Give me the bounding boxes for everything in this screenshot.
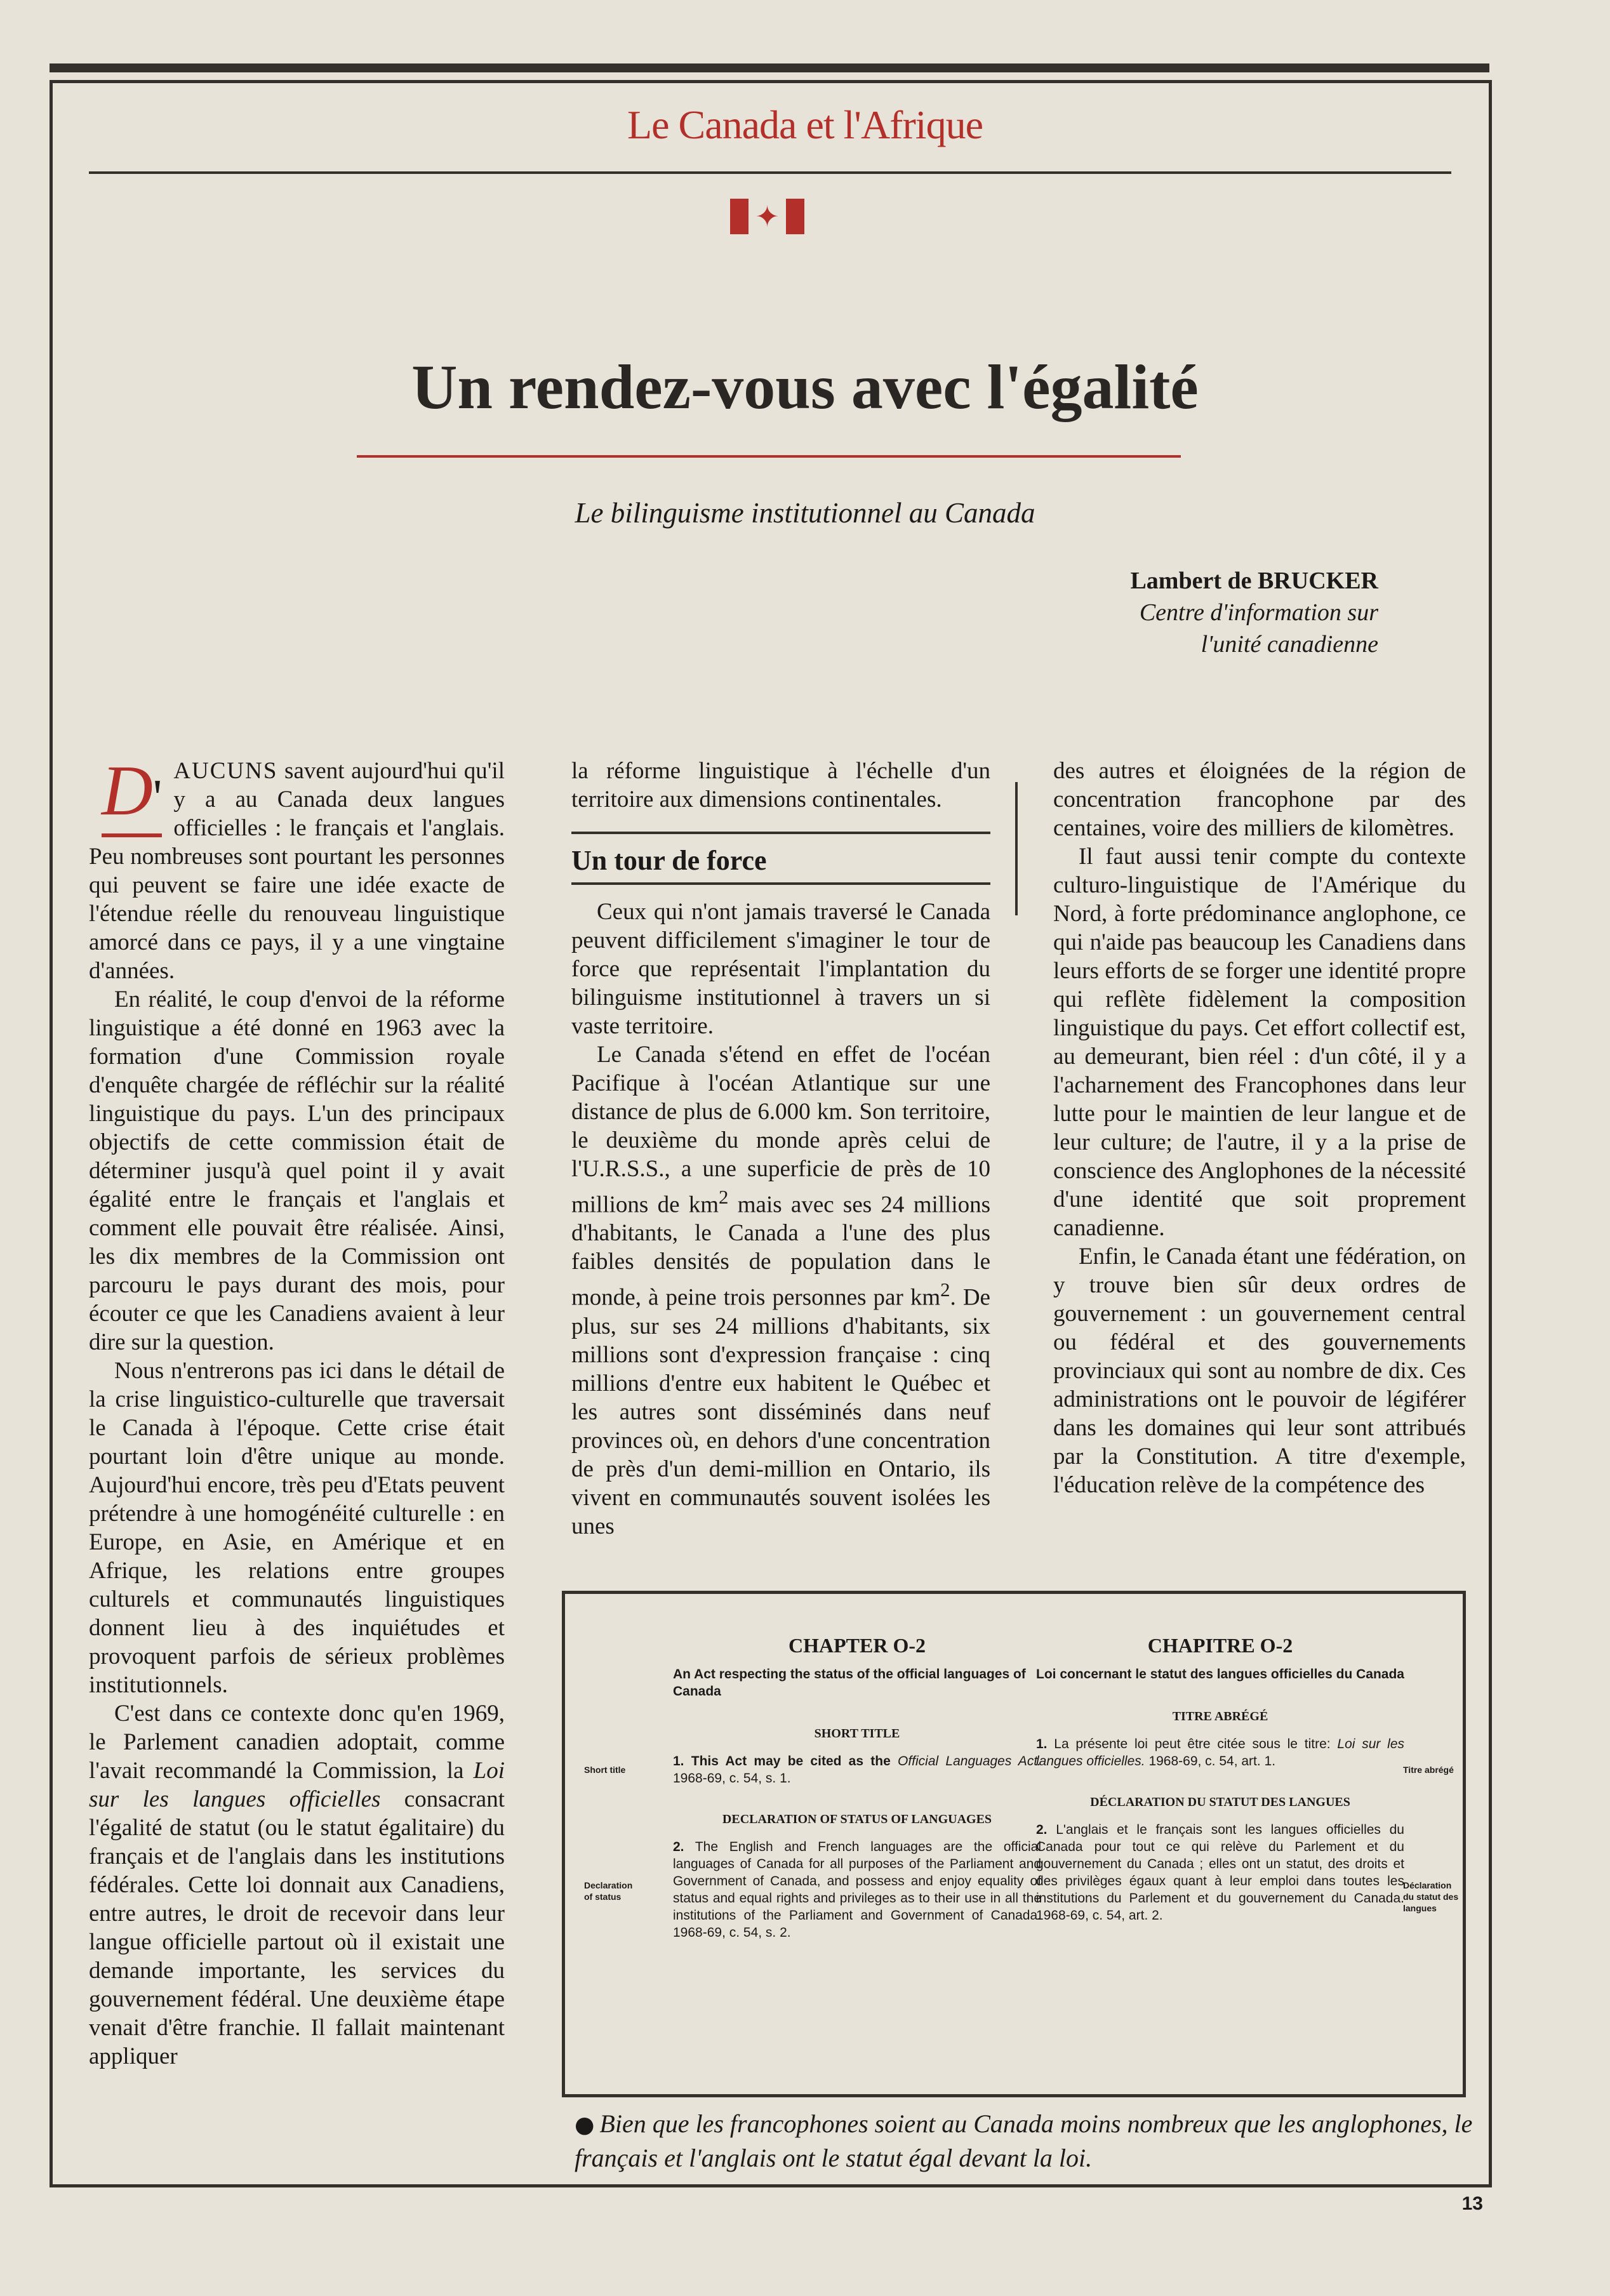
page-number: 13 [1461,2193,1483,2214]
margin-note-short-title: Short title [584,1765,626,1775]
chapter-heading-en: CHAPTER O-2 [788,1634,926,1657]
paragraph-3: Nous n'entrerons pas ici dans le détail de la crise linguistico-culturelle que traversait le Canada à l'époque. Cette crise était pourtant loin d'être unique au monde. Aujourd'hui encore, très peu d'Etats peuvent prétendre à une homogénéité culturelle : en Europe, en Asie, en Amérique et en Afrique, les relations entre groupes culturels et communautés linguistiques donnent lieu à des inquiétudes et provoquent parfois de sérieux problèmes institutionnels. [89,1358,505,1698]
declaration-heading-en: DECLARATION OF STATUS OF LANGUAGES [722,1812,992,1826]
declaration-heading-fr: DÉCLARATION DU STATUT DES LANGUES [1090,1795,1350,1809]
legal-text-french [1036,1634,1404,1948]
lead-caps: AUCUNS [173,758,278,784]
article-subtitle: Le bilinguisme institutionnel au Canada [575,497,1035,529]
chapter-heading-fr: CHAPITRE O-2 [1147,1634,1293,1657]
article-headline: Un rendez-vous avec l'égalité [411,352,1199,422]
top-bar [50,63,1489,72]
paragraph-5: Ceux qui n'ont jamais traversé le Canada peuvent difficilement s'imaginer le tour de force que représentait l'implantation du bilinguisme institutionnel à travers un si vaste territoire. [571,899,990,1039]
paragraph-6-continued: des autres et éloignées de la région de concentration francophone par des centaines, voire des milliers de kilomètres. [1053,758,1466,841]
margin-note-titre-abrege: Titre abrégé [1403,1765,1454,1775]
paragraph-4-continued: la réforme linguistique à l'échelle d'un territoire aux dimensions continentales. [571,758,990,813]
short-title-heading-fr: TITRE ABRÉGÉ [1172,1709,1268,1723]
subhead: Un tour de force [571,845,767,876]
drop-cap: D' [102,760,162,837]
law-title: Loi sur les langues officielles [89,1758,505,1812]
author-org-line2: l'unité canadienne [1201,631,1378,658]
author-name: Lambert de BRUCKER [1130,567,1378,594]
article-1-en: 1. This Act may be cited as the Official Languages Act. 1968-69, c. 54, s. 1. [673,1754,1041,1786]
article-2-fr: 2. L'anglais et le français sont les langues officielles du Canada pour tout ce qui relève du Parlement et du gouvernement du Canada ; elles ont un statut, des droits et des privilèges égaux quant à leur emploi dans toutes les institutions du Parlement et du gouvernement du Canada. 1968-69, c. 54, art. 2. [1036,1822,1404,1923]
column-divider [1015,782,1018,915]
paragraph-4: C'est dans ce contexte donc qu'en 1969, le Parlement canadien adoptait, comme l'avait recommandé la Commission, la Loi sur les langues officielles consacrant l'égalité de statut (ou le statut égalitaire) du français et de l'anglais dans les institutions fédérales. Cette loi donnait aux Canadiens, entre autres, le droit de recevoir dans leur langue officielle partout où il existait une demande importante, les services du gouvernement fédéral. Une deuxième étape venait d'être franchie. Il fallait maintenant appliquer [89,1701,505,2069]
legal-excerpt-box [562,1591,1466,2097]
bullet-icon: ● [575,2112,595,2138]
subhead-block [571,832,990,885]
act-title-fr: Loi concernant le statut des langues officielles du Canada [1036,1667,1404,1682]
article-column-2 [571,757,990,1541]
margin-note-declaration: Declaration of status [584,1880,633,1902]
byline [1130,565,1378,660]
short-title-heading-en: SHORT TITLE [814,1727,900,1741]
subhead-rule-top [571,832,990,834]
paragraph-2: En réalité, le coup d'envoi de la réforme linguistique a été donné en 1963 avec la formation d'une Commission royale d'enquête chargée de réfléchir sur la réalité linguistique du pays. L'un des principaux objectifs de cette commission était de déterminer jusqu'à quel point il y avait égalité entre le français et l'anglais et comment elle pouvait être réalisée. Ainsi, les dix membres de la Commission ont parcouru le pays durant des mois, pour écouter ce que les Canadiens avaient à leur dire sur la question. [89,986,505,1355]
act-title-en: An Act respecting the status of the official languages of Canada [673,1667,1026,1699]
article-2-en: 2. The English and French languages are the official languages of Canada for all purposes of the Parliament and Government of Canada, and possess and enjoy equality of status and equal rights and privileges as to their use in all the institutions of the Parliament and Government of Canada. 1968-69, c. 54, s. 2. [673,1840,1041,1940]
header-rule [89,171,1451,174]
paragraph-1: D' AUCUNS savent aujourd'hui qu'il y a au Canada deux langues officielles : le français et l'anglais. Peu nombreuses sont pourtant les personnes qui peuvent se faire une idée exacte de l'étendue réelle du renouveau linguistique amorcé dans ce pays, il y a une vingtaine d'années. [89,752,505,984]
paragraph-8: Enfin, le Canada étant une fédération, on y trouve bien sûr deux ordres de gouvernement : un gouvernement central ou fédéral et des gouvernements provinciaux qui sont au nombre de dix. Ces administrations ont le pouvoir de légiférer dans les domaines qui leur sont attribués par la Constitution. A titre d'exemple, l'éducation relève de la compétence des [1053,1244,1466,1498]
subhead-rule-bottom [571,882,990,885]
flag-band-left [730,199,748,234]
canada-flag-icon [730,199,804,234]
margin-note-declaration-fr: Déclaration du statut des langues [1403,1880,1459,1913]
legal-text-english [673,1634,1041,1965]
article-column-3 [1053,757,1466,1499]
section-title: Le Canada et l'Afrique [627,102,983,147]
paragraph-6: Le Canada s'étend en effet de l'océan Pacifique à l'océan Atlantique sur une distance de plus de 6.000 km. Son territoire, le deuxième du monde après celui de l'U.R.S.S., a une superficie de près de 10 millions de $km^2$ mais avec ses 24 millions d'habitants, le Canada a l'une des plus faibles densités de population dans le monde, à peine trois personnes par $km^2$. De plus, sur ses 24 millions d'habitants, six millions sont d'expression française : cinq millions d'entre eux habitent le Québec et les autres sont disséminés dans neuf provinces où, en dehors d'une concentration de près d'un demi-million en Ontario, ils vivent en communautés souvent isolées les unes [571,1042,990,1539]
image-caption: ● Bien que les francophones soient au Canada moins nombreux que les anglophones, le français et l'anglais ont le statut égal devant la loi. [575,2109,1473,2172]
article-column-1 [89,752,505,2071]
article-1-fr: 1. La présente loi peut être citée sous le titre: Loi sur les langues officielles. 1968-69, c. 54, art. 1. [1036,1737,1404,1768]
author-org-line1: Centre d'information sur [1139,599,1378,626]
paragraph-7: Il faut aussi tenir compte du contexte culturo-linguistique de l'Amérique du Nord, à forte prédominance anglophone, ce qui n'aide pas beaucoup les Canadiens dans leurs efforts de se forger une identité propre qui reflète fidèlement la composition linguistique du pays. Cet effort collectif est, au demeurant, bien réel : d'un côté, il y a l'acharnement des Francophones dans leur lutte pour le maintien de leur langue et de leur culture; de l'autre, il y a la prise de conscience des Anglophones de la nécessité d'une identité que soit proprement canadienne. [1053,844,1466,1241]
flag-band-right [786,199,804,234]
headline-rule [357,455,1181,458]
maple-leaf-icon: ✦ [755,199,780,234]
